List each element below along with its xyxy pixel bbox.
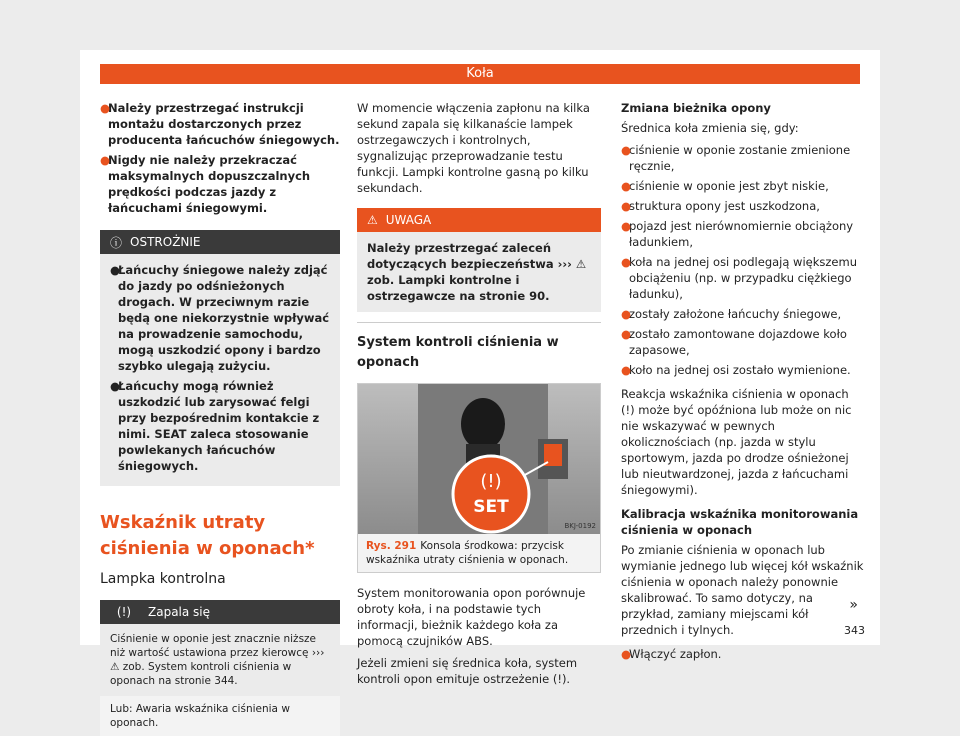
warning-text: Należy przestrzegać zaleceń dotyczących bezpieczeństwa ››› ⚠ zob. Lampki kontrolne i ostrzegawcze na stronie 90. xyxy=(367,241,587,303)
list-item: ● Łańcuchy śniegowe należy zdjąć do jazdy po odśnieżonych drogach. W przeciwnym razie będą one niekorzystnie wpływać na prowadzenie samochodu, mogą uszkodzić opony i bardzo szybko ulegają zużyciu. xyxy=(110,263,330,373)
continue-arrow: » xyxy=(849,597,858,613)
column-1 xyxy=(100,100,340,736)
paragraph: System monitorowania opon porównuje obroty koła, i na podstawie tych informacji, bieżnik każdego koła za pomocą czujników ABS. xyxy=(357,586,586,648)
list-item: ● pojazd jest nierównomiernie obciążony ładunkiem, xyxy=(621,219,854,249)
list-item: ● zostało zamontowane dojazdowe koło zapasowe, xyxy=(621,327,847,357)
section-title: System kontroli ciśnienia w oponach xyxy=(357,335,559,370)
caution-box xyxy=(100,230,340,486)
heading: Zmiana bieżnika opony xyxy=(621,101,771,115)
list-item: ● Nigdy nie należy przekraczać maksymalnych dopuszczalnych prędkości podczas jazdy z łańcuchami śniegowymi. xyxy=(100,153,311,215)
column-2 xyxy=(357,100,601,687)
tire-pressure-icon: (!) xyxy=(116,605,132,619)
paragraph: Reakcja wskaźnika ciśnienia w oponach (!) może być opóźniona lub może on nic nie wskazywać w pewnych okolicznościach (np. jazda w stylu sportowym, jazda po drodze ośnieżonej lub nieutwardzonej, jazda z łańcuchami śniegowymi). xyxy=(621,387,852,497)
manual-page xyxy=(80,50,880,729)
paragraph: Jeżeli zmieni się średnica koła, system kontroli opon emituje ostrzeżenie (!). xyxy=(357,656,578,686)
figure-code: BKJ-0192 xyxy=(564,522,596,530)
warning-triangle-icon: ⚠ xyxy=(367,213,378,227)
warning-box xyxy=(357,208,601,312)
info-circle-icon: ⓘ xyxy=(110,235,123,250)
chapter-header: Koła xyxy=(100,64,860,84)
caution-header: ⓘ OSTROŻNIE xyxy=(100,230,340,254)
list-item: ● koła na jednej osi podlegają większemu obciążeniu (np. w przypadku ciężkiego ładunku), xyxy=(621,255,857,301)
list-item: ● koło na jednej osi zostało wymienione. xyxy=(621,363,851,377)
list-item: ● Włączyć zapłon. xyxy=(621,647,722,661)
list-item: ● struktura opony jest uszkodzona, xyxy=(621,199,820,213)
list-item: ● Należy przestrzegać instrukcji montażu dostarczonych przez producenta łańcuchów śniegowych. xyxy=(100,101,340,147)
heading: Kalibracja wskaźnika monitorowania ciśnienia w oponach xyxy=(621,507,859,537)
page-number: 343 xyxy=(844,624,865,637)
set-label: SET xyxy=(473,497,509,517)
list-item: ● Łańcuchy mogą również uszkodzić lub zarysować felgi przy bezpośrednim kontakcie z nimi. SEAT zaleca stosowanie powlekanych łańcuchów śniegowych. xyxy=(110,379,320,473)
tire-pressure-icon: (!) xyxy=(480,471,502,492)
paragraph: Średnica koła zmienia się, gdy: xyxy=(621,121,799,135)
figure xyxy=(357,383,601,573)
column-3 xyxy=(621,100,865,666)
list-item: ● ciśnienie w oponie jest zbyt niskie, xyxy=(621,179,829,193)
warning-header: ⚠ UWAGA xyxy=(357,208,601,232)
list-item: ● ciśnienie w oponie zostanie zmienione ręcznie, xyxy=(621,143,851,173)
lamp-description: Ciśnienie w oponie jest znacznie niższe niż wartość ustawiona przez kierowcę ››› ⚠ zob. System kontroli ciśnienia w oponach na stronie 344. xyxy=(100,624,340,696)
intro-paragraph: W momencie włączenia zapłonu na kilka sekund zapala się kilkanaście lampek ostrzegawczych i kontrolnych, sygnalizując przeprowadzanie testu funkcji. Lampki kontrolne gasną po kilku sekundach. xyxy=(357,101,590,195)
paragraph: Po zmianie ciśnienia w oponach lub wymianie jednego lub więcej kół wskaźnik ciśnienia w oponach należy ponownie skalibrować. To samo dotyczy, na przykład, zamiany miejscami kół przednich i tylnych. xyxy=(621,543,864,637)
figure-caption: Rys. 291 Konsola środkowa: przycisk wskaźnika utraty ciśnienia w oponach. xyxy=(358,534,600,572)
lamp-footnote: Lub: Awaria wskaźnika ciśnienia w oponach. xyxy=(100,696,340,736)
lamp-table: (!) Zapala się Ciśnienie w oponie jest znacznie niższe niż wartość ustawiona przez kierowcę ››› ⚠ zob. System kontroli ciśnienia w oponach na stronie 344. Lub: Awaria wskaźnika ciśnienia w oponach. xyxy=(100,600,340,736)
list-item: ● zostały założone łańcuchy śniegowe, xyxy=(621,307,842,321)
section-title: Wskaźnik utraty ciśnienia w oponach* xyxy=(100,512,315,559)
console-photo xyxy=(358,384,600,534)
subtitle: Lampka kontrolna xyxy=(100,571,226,587)
